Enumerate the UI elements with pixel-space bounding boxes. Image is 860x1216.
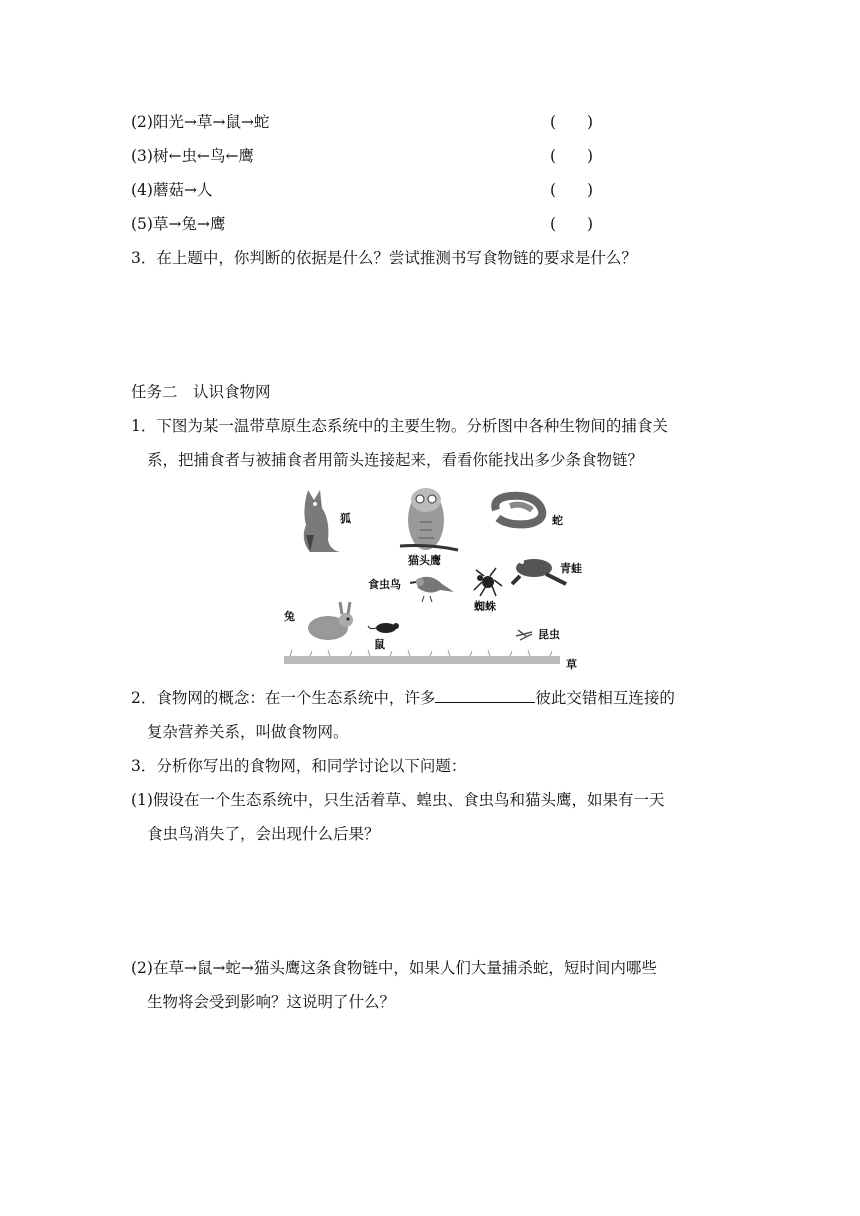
item-number: (3) [131,147,153,165]
chain-text: 草→兔→鹰 [152,215,226,233]
task2-q3: 3．分析你写出的食物网，和同学讨论以下问题： [131,757,467,775]
task2-q2-line2: 复杂营养关系，叫做食物网。 [147,723,349,741]
mouse-icon [368,623,399,633]
chain-item-5 [131,214,225,234]
chain-item-2 [131,112,269,132]
label-spider: 蜘蛛 [474,600,496,613]
task2-heading: 任务二 认识食物网 [131,383,271,401]
label-snake: 蛇 [552,514,563,527]
task2-sub2-line1: (2)在草→鼠→蛇→猫头鹰这条食物链中，如果人们大量捕杀蛇，短时间内哪些 [131,959,657,977]
question-3-task1: 3．在上题中，你判断的依据是什么？尝试推测书写食物链的要求是什么？ [131,249,637,267]
label-insect: 昆虫 [538,628,560,641]
fill-blank[interactable] [435,688,535,703]
snake-icon [495,496,542,525]
label-frog: 青蛙 [560,562,582,575]
chain-text: 蘑菇→人 [152,181,213,199]
fox-icon [304,490,340,552]
task2-sub2-line2: 生物将会受到影响？这说明了什么？ [147,993,396,1011]
label-bird: 食虫鸟 [368,578,401,591]
spider-icon [474,568,502,596]
label-rabbit: 兔 [284,610,295,623]
item-number: (4) [131,181,153,199]
insect-icon [516,630,532,640]
bird-icon [410,577,454,602]
label-owl: 猫头鹰 [408,554,441,567]
task2-sub1-line2: 食虫鸟消失了，会出现什么后果？ [147,825,380,843]
item-number: (5) [131,215,153,233]
grass-icon [284,650,560,660]
chain-text: 树←虫←鸟←鹰 [152,147,254,165]
answer-paren-4[interactable]: ( ) [550,181,594,199]
answer-paren-2[interactable]: ( ) [550,113,594,131]
label-grass: 草 [566,658,577,671]
chain-item-3 [131,146,254,166]
owl-icon [400,488,458,550]
rabbit-icon [308,602,353,640]
q2-text-before: 2．食物网的概念：在一个生态系统中，许多 [131,689,436,707]
label-fox: 狐 [340,512,351,525]
q2-text-after: 彼此交错相互连接的 [535,689,675,707]
task2-q1-line2: 系，把捕食者与被捕食者用箭头连接起来，看看你能找出多少条食物链？ [147,451,644,469]
task2-q1-line1: 1．下图为某一温带草原生态系统中的主要生物。分析图中各种生物间的捕食关 [131,417,668,435]
chain-item-4 [131,180,212,200]
chain-text: 阳光→草→鼠→蛇 [152,113,270,131]
task2-q2-line1 [131,688,675,708]
item-number: (2) [131,113,153,131]
answer-paren-3[interactable]: ( ) [550,147,594,165]
food-web-figure [270,480,590,680]
label-mouse: 鼠 [374,638,385,651]
task2-sub1-line1: (1)假设在一个生态系统中，只生活着草、蝗虫、食虫鸟和猫头鹰，如果有一天 [131,791,665,809]
frog-icon [512,559,566,584]
answer-paren-5[interactable]: ( ) [550,215,594,233]
